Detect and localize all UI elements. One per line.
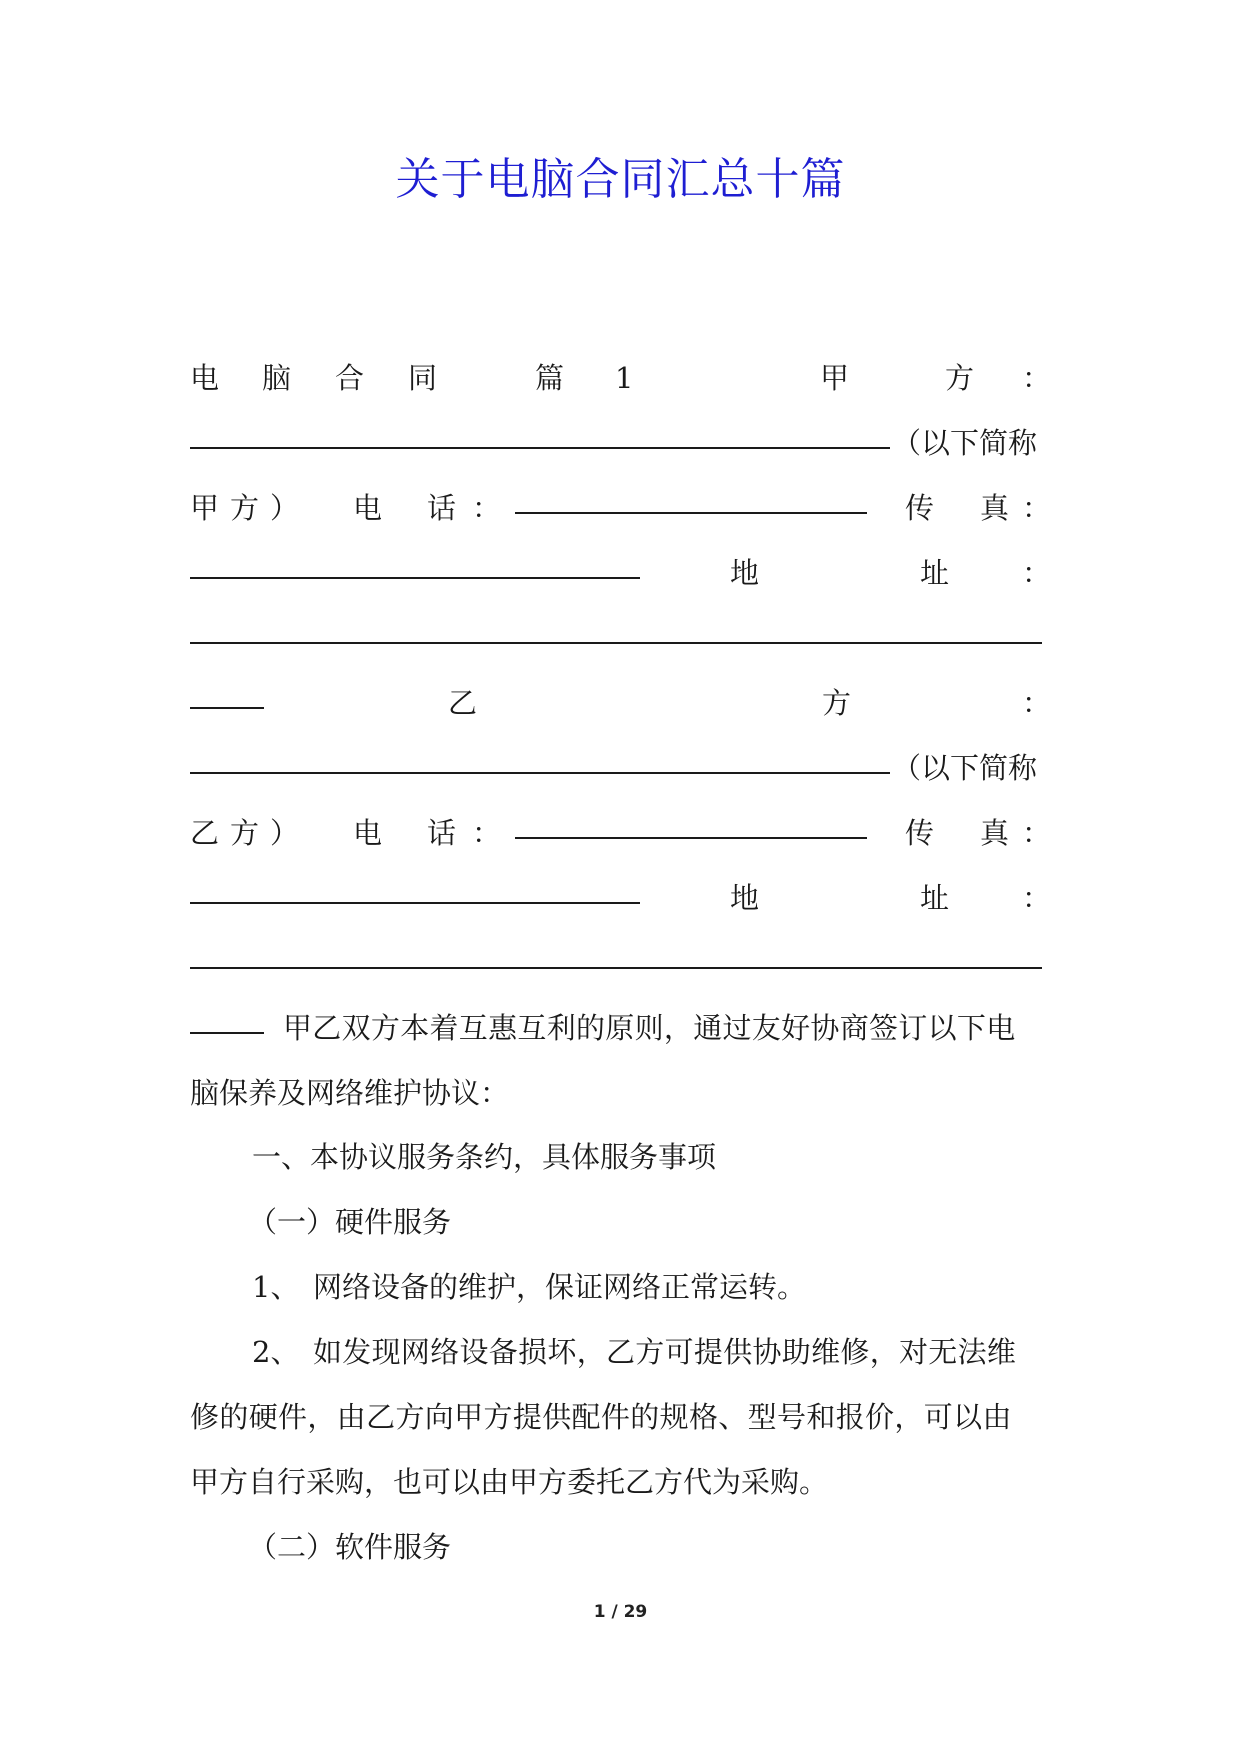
phone-label: 电 bbox=[353, 816, 383, 850]
colon: ： bbox=[1022, 881, 1052, 915]
address-blank-end bbox=[190, 676, 264, 722]
list-item bbox=[190, 1329, 1052, 1375]
fax-label: 真 bbox=[980, 491, 1010, 525]
text-char: 脑 bbox=[262, 361, 292, 395]
phone-label: 电 bbox=[353, 491, 383, 525]
party-a-address-blank-line bbox=[190, 615, 1052, 661]
party-a-contact-line bbox=[190, 485, 1052, 531]
item-text: 修的硬件，由乙方向甲方提供配件的规格、型号和报价，可以由 bbox=[190, 1400, 1012, 1434]
text-char: 电 bbox=[190, 361, 220, 395]
phone-label: 话 bbox=[427, 816, 457, 850]
text-char: 乙 bbox=[190, 816, 220, 850]
subsection-title: （一）硬件服务 bbox=[248, 1205, 452, 1239]
phone-blank bbox=[515, 481, 867, 527]
page-number: 1 / 29 bbox=[593, 1602, 648, 1622]
abbreviation-note: （以下简称 bbox=[892, 751, 1038, 785]
party-b-heading-line bbox=[190, 680, 1052, 726]
fax-label: 传 bbox=[905, 491, 935, 525]
party-a-name-line bbox=[190, 420, 1052, 466]
item-text: 如发现网络设备损坏，乙方可提供协助维修，对无法维 bbox=[313, 1335, 1017, 1369]
address-blank bbox=[190, 936, 1042, 982]
text-char: ） bbox=[270, 816, 300, 850]
item-number: 1、 bbox=[252, 1270, 300, 1304]
item-text: 甲方自行采购，也可以由甲方委托乙方代为采购。 bbox=[190, 1465, 829, 1499]
party-b-name-line bbox=[190, 745, 1052, 791]
address-blank bbox=[190, 611, 1042, 657]
party-a-label: 方 bbox=[945, 361, 975, 395]
party-a-fax-address-line bbox=[190, 550, 1052, 596]
fax-blank bbox=[190, 871, 640, 917]
party-b-label: 方 bbox=[822, 686, 852, 720]
phone-blank bbox=[515, 806, 867, 852]
abbreviation-note: （以下简称 bbox=[892, 426, 1038, 460]
agreement-intro-line bbox=[190, 1005, 1052, 1051]
address-label: 址 bbox=[920, 556, 950, 590]
section-heading bbox=[190, 1134, 1052, 1180]
party-b-contact-line bbox=[190, 810, 1052, 856]
text-char: 1 bbox=[615, 361, 634, 395]
fax-blank bbox=[190, 546, 640, 592]
colon: ： bbox=[1022, 816, 1052, 850]
text-char: 方 bbox=[230, 816, 260, 850]
address-label: 地 bbox=[730, 881, 760, 915]
colon: ： bbox=[1022, 361, 1052, 395]
document-title: 关于电脑合同汇总十篇 bbox=[395, 154, 846, 205]
colon: ： bbox=[1022, 491, 1052, 525]
fax-label: 传 bbox=[905, 816, 935, 850]
list-item bbox=[190, 1264, 1052, 1310]
list-item-continuation bbox=[190, 1459, 1052, 1505]
subsection-heading bbox=[190, 1199, 1052, 1245]
phone-label: 话 bbox=[427, 491, 457, 525]
party-b-label: 乙 bbox=[448, 686, 478, 720]
agreement-intro-line-2 bbox=[190, 1070, 1052, 1116]
party-b-name-blank bbox=[190, 741, 890, 787]
subsection-title: （二）软件服务 bbox=[248, 1530, 452, 1564]
text-char: 合 bbox=[335, 361, 365, 395]
party-b-address-blank-line bbox=[190, 940, 1052, 986]
section-title: 一、本协议服务条约，具体服务事项 bbox=[252, 1140, 717, 1174]
colon: ： bbox=[472, 491, 502, 525]
intro-text: 甲乙双方本着互惠互利的原则，通过友好协商签订以下电 bbox=[283, 1011, 1016, 1045]
text-char: 篇 bbox=[535, 361, 565, 395]
colon: ： bbox=[472, 816, 502, 850]
contract-heading-line bbox=[190, 355, 1052, 401]
text-char: ） bbox=[270, 491, 300, 525]
address-label: 址 bbox=[920, 881, 950, 915]
party-a-name-blank bbox=[190, 416, 890, 462]
text-char: 甲 bbox=[190, 491, 220, 525]
party-b-fax-address-line bbox=[190, 875, 1052, 921]
intro-text: 脑保养及网络维护协议： bbox=[190, 1076, 510, 1110]
item-number: 2、 bbox=[252, 1335, 300, 1369]
text-char: 方 bbox=[230, 491, 260, 525]
item-text: 网络设备的维护，保证网络正常运转。 bbox=[313, 1270, 807, 1304]
colon: ： bbox=[1022, 686, 1052, 720]
party-a-label: 甲 bbox=[820, 361, 850, 395]
fax-label: 真 bbox=[980, 816, 1010, 850]
address-label: 地 bbox=[730, 556, 760, 590]
colon: ： bbox=[1022, 556, 1052, 590]
subsection-heading bbox=[190, 1524, 1052, 1570]
address-blank-end bbox=[190, 1001, 264, 1047]
list-item-continuation bbox=[190, 1394, 1052, 1440]
text-char: 同 bbox=[408, 361, 438, 395]
